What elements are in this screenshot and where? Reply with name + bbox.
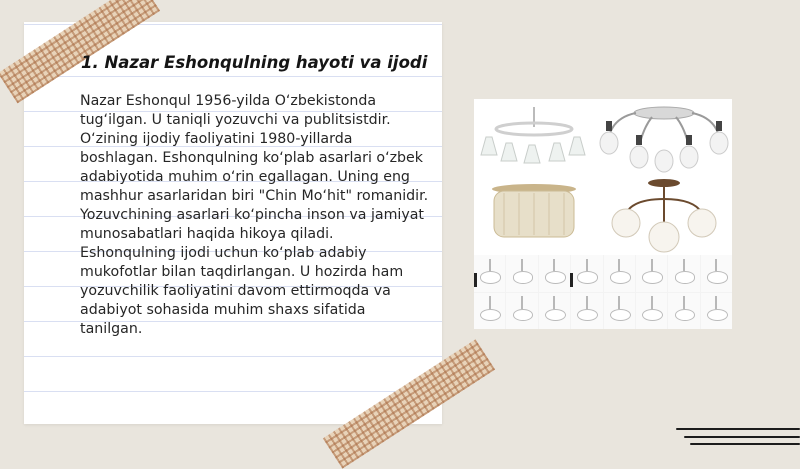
ceiling-lamp-icon	[474, 177, 594, 255]
thumbnail	[474, 293, 505, 330]
thumbnail	[668, 293, 699, 330]
slide-title: 1. Nazar Eshonqulning hayoti va ijodi	[81, 53, 428, 72]
decorative-stroke	[676, 428, 800, 430]
decorative-stroke	[690, 443, 800, 445]
thumbnail	[604, 293, 635, 330]
chandelier-chrome-icon	[596, 99, 732, 175]
thumbnail	[506, 255, 537, 292]
thumbnail	[636, 293, 667, 330]
thumbnail	[701, 293, 732, 330]
thumbnail	[604, 255, 635, 292]
decorative-stroke	[684, 436, 800, 438]
thumbnail	[539, 255, 570, 292]
thumbnail	[636, 255, 667, 292]
chandelier-image-collage	[474, 99, 732, 329]
thumbnail-grid	[474, 255, 732, 329]
thumbnail	[571, 255, 602, 292]
chandelier-white-icon	[474, 99, 594, 175]
thumbnail	[506, 293, 537, 330]
thumbnail	[701, 255, 732, 292]
thumbnail	[474, 255, 505, 292]
thumbnail	[668, 255, 699, 292]
divider-mark	[474, 273, 477, 287]
thumbnail	[539, 293, 570, 330]
thumbnail	[571, 293, 602, 330]
divider-mark	[570, 273, 573, 287]
chandelier-bronze-icon	[596, 177, 732, 255]
slide-body-text: Nazar Eshonqul 1956-yilda O‘zbekistonda tug‘ilgan. U taniqli yozuvchi va publitsistdir. O‘zining ijodiy faoliyatini 1980-yillarda boshlagan. Eshonqulning ko‘plab asarlari o‘zbek adabiyotida muhim o‘rin egallagan. Uning eng mashhur asarlaridan biri "Chin Mo‘hit" romanidir. Yozuvchining asarlari ko‘pincha inson va jamiyat munosabatlari haqida hikoya qiladi. Eshonqulning ijodi uchun ko‘plab adabiy mukofotlar bilan taqdirlangan. U hozirda ham yozuvchilik faoliyatini davom ettirmoqda va adabiyot sohasida muhim shaxs sifatida tanilgan.	[80, 93, 429, 337]
